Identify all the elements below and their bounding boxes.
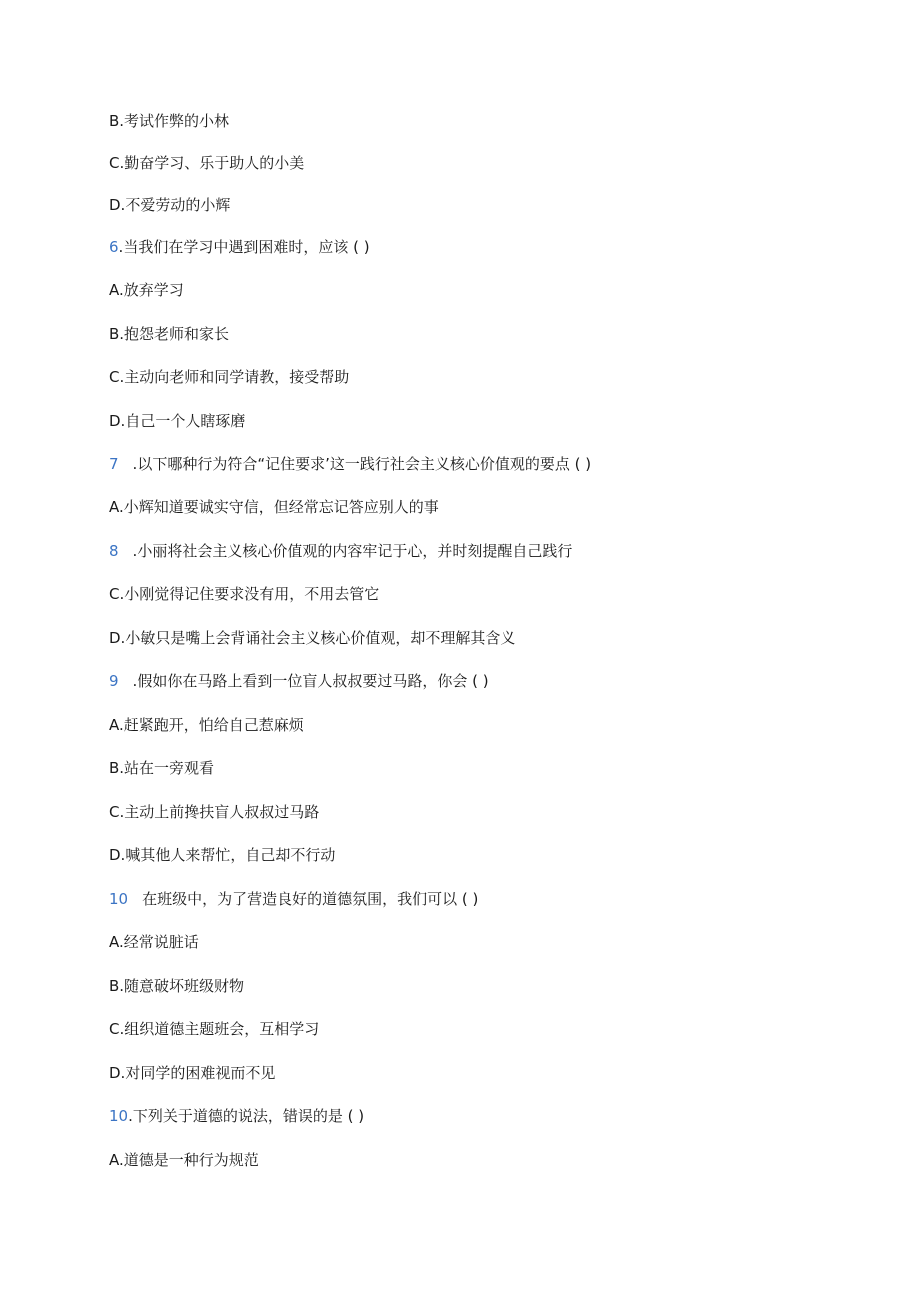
- line-text: D.对同学的困难视而不见: [109, 1064, 276, 1082]
- question-line: [109, 1106, 364, 1126]
- question-number: 10: [109, 890, 129, 908]
- line-text: C.主动向老师和同学请教，接受帮助: [109, 368, 350, 386]
- line-text: D.喊其他人来帮忙，自己却不行动: [109, 846, 336, 864]
- option-line: [109, 628, 515, 648]
- option-line: [109, 1019, 319, 1039]
- line-text: A.赶紧跑开，怕给自己惹麻烦: [109, 716, 304, 734]
- line-text: A.放弃学习: [109, 281, 184, 299]
- option-line: [109, 153, 304, 173]
- option-line: [109, 280, 184, 300]
- line-text: C.小刚觉得记住要求没有用，不用去管它: [109, 585, 380, 603]
- option-line: [109, 195, 230, 215]
- line-text: C.勤奋学习、乐于助人的小美: [109, 154, 305, 172]
- question-text: .小丽将社会主义核心价值观的内容牢记于心，并时刻提醒自己践行: [132, 542, 573, 560]
- question-number: 8: [109, 542, 119, 560]
- question-text: .以下哪种行为符合“记住要求’这一践行社会主义核心价值观的要点 ( ): [132, 455, 592, 473]
- option-line: [109, 497, 439, 517]
- option-line: [109, 932, 199, 952]
- line-text: D.不爱劳动的小辉: [109, 196, 231, 214]
- question-line: [109, 671, 489, 691]
- question-number: 10: [109, 1107, 129, 1125]
- line-text: C.主动上前搀扶盲人叔叔过马路: [109, 803, 320, 821]
- line-text: D.自己一个人瞎琢磨: [109, 412, 246, 430]
- line-text: B.抱怨老师和家长: [109, 325, 230, 343]
- line-text: A.经常说脏话: [109, 933, 199, 951]
- question-number: 9: [109, 672, 119, 690]
- line-text: B.随意破坏班级财物: [109, 977, 245, 995]
- line-text: C.组织道德主题班会，互相学习: [109, 1020, 320, 1038]
- question-text: .假如你在马路上看到一位盲人叔叔要过马路，你会 ( ): [132, 672, 489, 690]
- option-line: [109, 411, 245, 431]
- option-line: [109, 976, 244, 996]
- option-line: [109, 367, 349, 387]
- option-line: [109, 111, 229, 131]
- question-line: [109, 541, 572, 561]
- option-line: [109, 715, 304, 735]
- option-line: [109, 1150, 259, 1170]
- question-text: .下列关于道德的说法，错误的是 ( ): [128, 1107, 365, 1125]
- line-text: B.考试作弊的小林: [109, 112, 230, 130]
- question-line: [109, 454, 591, 474]
- question-text: .当我们在学习中遇到困难时，应该 ( ): [118, 238, 370, 256]
- option-line: [109, 758, 214, 778]
- question-text: 在班级中，为了营造良好的道德氛围，我们可以 ( ): [142, 890, 479, 908]
- option-line: [109, 802, 319, 822]
- line-text: B.站在一旁观看: [109, 759, 215, 777]
- question-line: [109, 889, 478, 909]
- line-text: A.道德是一种行为规范: [109, 1151, 259, 1169]
- question-number: 6: [109, 238, 119, 256]
- option-line: [109, 584, 379, 604]
- option-line: [109, 1063, 275, 1083]
- option-line: [109, 845, 335, 865]
- question-line: [109, 237, 370, 257]
- line-text: A.小辉知道要诚实守信，但经常忘记答应别人的事: [109, 498, 439, 516]
- line-text: D.小敏只是嘴上会背诵社会主义核心价值观，却不理解其含义: [109, 629, 516, 647]
- option-line: [109, 324, 229, 344]
- question-number: 7: [109, 455, 119, 473]
